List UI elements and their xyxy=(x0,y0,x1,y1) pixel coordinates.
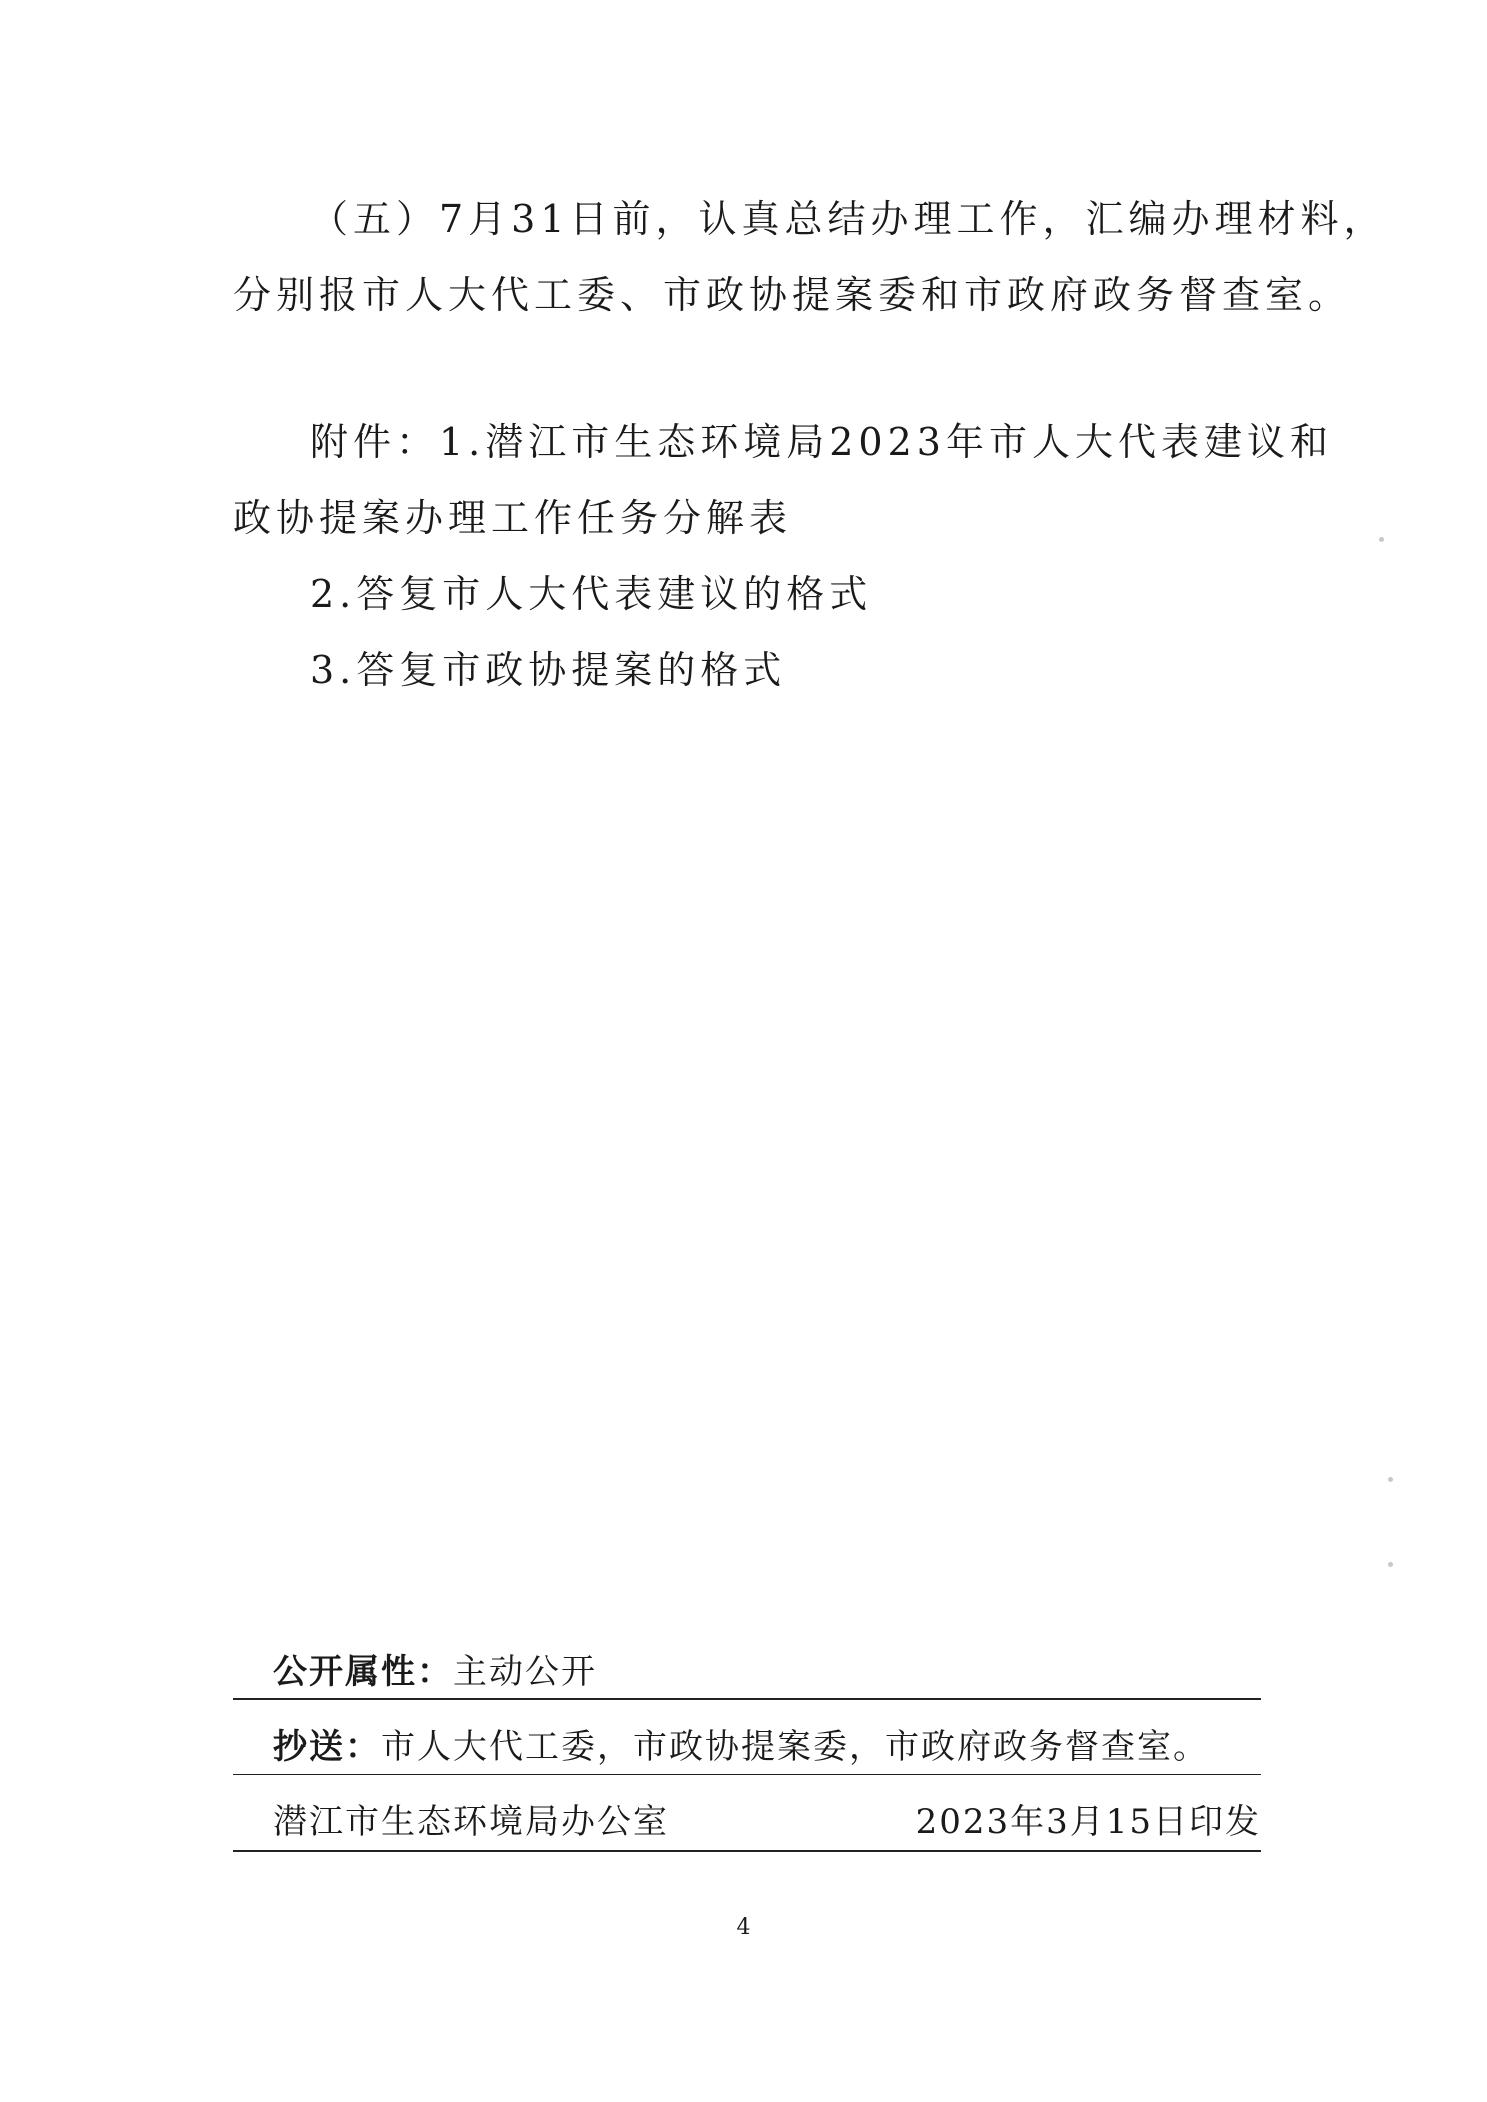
cc-row xyxy=(233,1727,1261,1767)
paragraph-five-line-1: （五）7月31日前，认真总结办理工作，汇编办理材料， xyxy=(310,197,1387,241)
attachment-item-2: 2.答复市人大代表建议的格式 xyxy=(310,572,873,616)
disclosure-label: 公开属性： xyxy=(273,1652,453,1692)
cc-label: 抄送： xyxy=(273,1727,381,1767)
attachment-line-2: 政协提案办理工作任务分解表 xyxy=(233,496,793,540)
cc-value: 市人大代工委，市政协提案委，市政府政务督查室。 xyxy=(381,1727,1209,1767)
attachment-line-1: 附件：1.潜江市生态环境局2023年市人大代表建议和 xyxy=(310,420,1333,464)
scan-speck xyxy=(1379,537,1384,542)
footer-rule-middle xyxy=(233,1774,1261,1775)
issuer-row xyxy=(233,1802,1261,1842)
footer-rule-top xyxy=(233,1698,1261,1700)
scan-speck xyxy=(1388,1562,1393,1567)
issuer: 潜江市生态环境局办公室 xyxy=(273,1802,669,1842)
issue-date: 2023年3月15日印发 xyxy=(915,1802,1261,1842)
attachment-item-3: 3.答复市政协提案的格式 xyxy=(310,648,787,692)
scan-speck xyxy=(1388,1477,1393,1482)
disclosure-row xyxy=(233,1652,1261,1692)
footer-rule-bottom xyxy=(233,1850,1261,1852)
paragraph-five-line-2: 分别报市人大代工委、市政协提案委和市政府政务督查室。 xyxy=(233,273,1352,317)
disclosure-value: 主动公开 xyxy=(453,1652,597,1692)
page-number: 4 xyxy=(736,1915,751,1940)
